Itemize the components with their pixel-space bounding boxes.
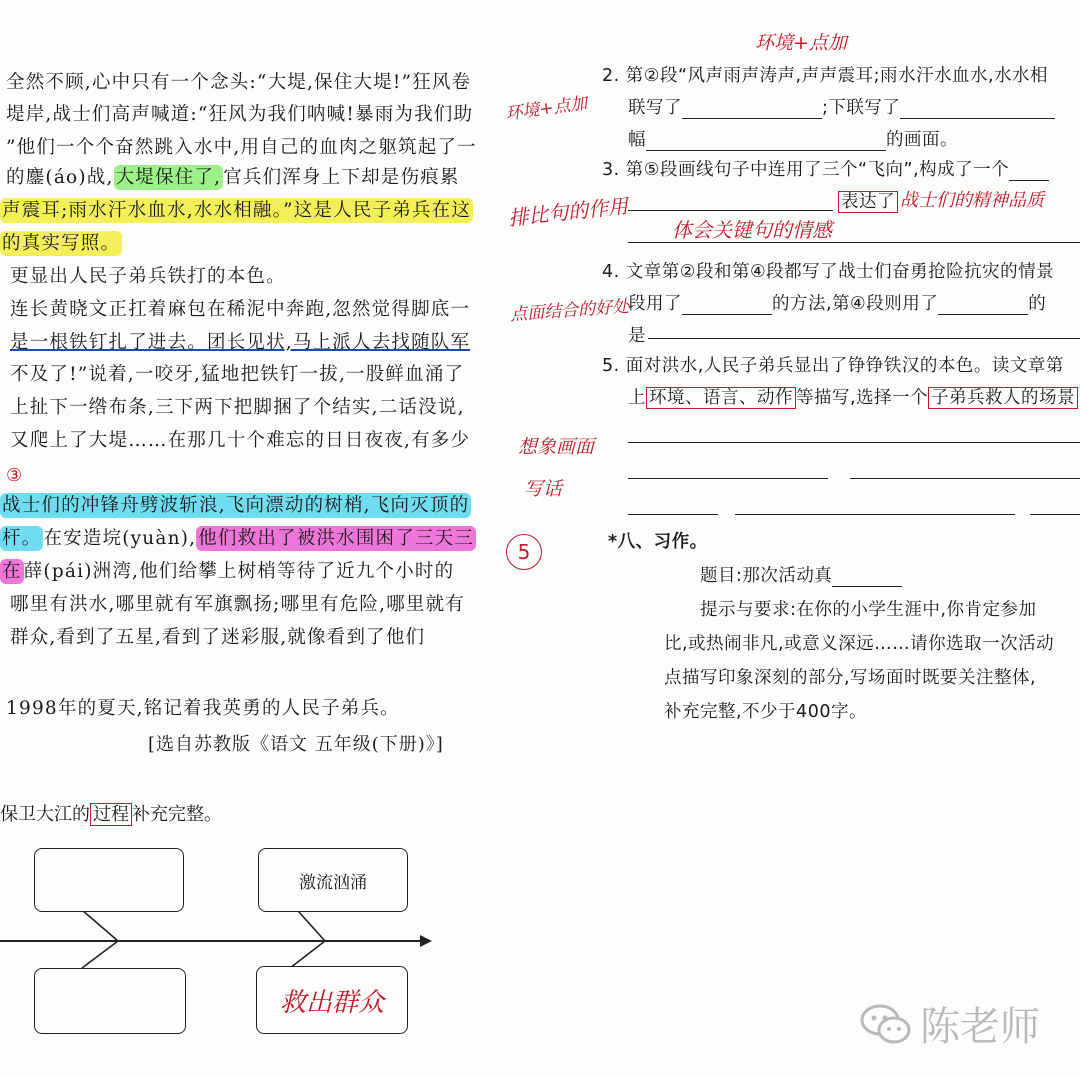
cyan-highlight: 杆。 — [2, 528, 42, 549]
answer-blank[interactable] — [646, 134, 886, 151]
wechat-icon — [860, 1002, 912, 1046]
question-text: 幅 — [628, 130, 646, 150]
passage-text: 在安造垸(yuàn), — [43, 528, 197, 549]
passage-line: 不及了!”说着,一咬牙,猛地把铁钉一拔,一股鲜血涌了 — [10, 364, 465, 385]
essay-hint: 补充完整,不少于400字。 — [664, 702, 867, 722]
fishbone-box-bottom-right[interactable] — [256, 966, 408, 1034]
fishbone-box-empty[interactable] — [34, 968, 186, 1034]
handwritten-note: 体会关键句的情感 — [672, 218, 832, 242]
source-citation: [选自苏教版《语文 五年级(下册)》] — [148, 734, 444, 755]
answer-line[interactable] — [1030, 514, 1080, 515]
handwritten-note: 写话 — [524, 478, 563, 500]
answer-line[interactable] — [850, 478, 1080, 479]
handwritten-note: 想象画面 — [518, 436, 595, 458]
passage-line — [0, 557, 454, 583]
passage-line: 又爬上了大堤……在那几十个难忘的日日夜夜,有多少 — [10, 430, 471, 451]
answer-line[interactable] — [628, 242, 1080, 243]
handwritten-answer: 战士们的精神品质 — [900, 190, 1044, 211]
answer-line[interactable] — [628, 442, 1080, 443]
passage-text: 官兵们浑身上下却是伤痕累 — [223, 167, 460, 188]
handwritten-note: 环境+点加 — [755, 32, 847, 54]
question-text: ;下联写了 — [822, 98, 901, 118]
answer-blank[interactable] — [1009, 164, 1049, 181]
passage-line: ”他们一个个奋然跳入水中,用自己的血肉之躯筑起了一 — [6, 137, 477, 158]
fishbone-box-top-right[interactable] — [258, 848, 408, 912]
yellow-highlight: 的真实写照。 — [2, 233, 121, 254]
question-text: 段用了 — [628, 294, 682, 314]
cyan-highlight: 战士们的冲锋舟劈波斩浪,飞向漂动的树梢,飞向灭顶的 — [2, 495, 470, 516]
answer-line[interactable] — [648, 338, 1080, 339]
topic-text: 题目:那次活动真 — [700, 566, 833, 586]
arrow-head — [420, 935, 432, 947]
question-text: 联写了 — [628, 98, 682, 118]
answer-blank[interactable] — [682, 102, 822, 119]
question-5: 5. 面对洪水,人民子弟兵显出了铮铮铁汉的本色。读文章第 — [602, 356, 1064, 376]
fishbone-box-empty[interactable] — [34, 848, 184, 912]
passage-line: 更显出人民子弟兵铁打的本色。 — [10, 266, 286, 287]
question-text: 的 — [1028, 294, 1047, 314]
fishbone-branch — [290, 941, 325, 968]
circled-question-number: 5 — [506, 534, 542, 570]
question-text: 的方法,第④段则用了 — [772, 294, 939, 314]
boxed-keyword: 子弟兵救人的场景 — [928, 387, 1078, 409]
answer-line[interactable] — [628, 210, 833, 211]
passage-line: 1998年的夏天,铭记着我英勇的人民子弟兵。 — [6, 698, 400, 719]
question-4-line — [628, 290, 1046, 315]
essay-topic — [700, 562, 902, 587]
question-2-line — [628, 126, 958, 151]
answer-line[interactable] — [628, 514, 718, 515]
box-label: 激流汹涌 — [299, 872, 367, 893]
passage-line — [6, 163, 460, 189]
fishbone-branch — [82, 910, 118, 941]
handwritten-note: 环境+点加 — [504, 93, 589, 125]
boxed-keyword: 环境、语言、动作 — [646, 387, 796, 409]
essay-hint: 提示与要求:在你的小学生涯中,你肯定参加 — [700, 600, 1037, 620]
question-4: 4. 文章第②段和第④段都写了战士们奋勇抢险抗灾的情景 — [602, 262, 1055, 282]
pink-highlight: 在 — [2, 561, 22, 582]
section-heading: *八、习作。 — [608, 532, 708, 552]
passage-text: 薛(pái)洲湾,他们给攀上树梢等待了近九个小时的 — [23, 561, 455, 582]
handwritten-note: 点面结合的好处 — [509, 296, 630, 326]
question-text: 3. 第⑤段画线句子中连用了三个“飞向”,构成了一个 — [602, 160, 1010, 180]
question-text: 上 — [628, 388, 646, 408]
watermark-text: 陈老师 — [920, 1004, 1040, 1050]
passage-line — [10, 328, 470, 354]
passage-line — [0, 229, 122, 255]
question-5-line — [628, 384, 1078, 409]
passage-line — [0, 196, 473, 222]
passage-line: 堤岸,战士们高声喊道:“狂风为我们呐喊!暴雨为我们助 — [6, 104, 474, 125]
passage-line: 哪里有洪水,哪里就有军旗飘扬;哪里有危险,哪里就有 — [10, 594, 465, 615]
passage-line: 群众,看到了五星,看到了迷彩服,就像看到了他们 — [10, 627, 426, 648]
passage-line: 连长黄晓文正扛着麻包在稀泥中奔跑,忽然觉得脚底一 — [10, 299, 471, 320]
question-2-line — [628, 94, 1055, 119]
fishbone-branch — [82, 941, 118, 968]
handwritten-note: 排比句的作用 — [507, 193, 630, 231]
passage-line: 上扯下一绺布条,三下两下把脚捆了个结实,二话没说, — [10, 397, 465, 418]
task-text: 补充完整。 — [132, 804, 222, 825]
green-highlight: 大堤保住了, — [115, 167, 222, 188]
answer-blank[interactable] — [938, 298, 1028, 315]
yellow-highlight: 声震耳;雨水汗水血水,水水相融。”这是人民子弟兵在这 — [2, 200, 472, 221]
paragraph-marker: ③ — [6, 465, 23, 486]
boxed-keyword: 表达了 — [838, 191, 898, 213]
answer-blank[interactable] — [682, 298, 772, 315]
passage-line: 全然不顾,心中只有一个念头:“大堤,保住大堤!”狂风卷 — [6, 72, 472, 93]
pink-highlight: 他们救出了被洪水围困了三天三 — [198, 528, 475, 549]
watermark — [860, 995, 1040, 1052]
question-2: 2. 第②段“风声雨声涛声,声声震耳;雨水汗水血水,水水相 — [602, 66, 1049, 86]
task-text: 保卫大江的 — [0, 804, 90, 825]
answer-blank[interactable] — [900, 102, 1055, 119]
essay-hint: 比,或热闹非凡,或意义深远……请你选取一次活动 — [664, 634, 1055, 654]
boxed-keyword: 过程 — [90, 803, 132, 826]
passage-line — [0, 524, 476, 550]
question-3-line — [838, 188, 898, 213]
essay-hint: 点描写印象深刻的部分,写场面时既要关注整体, — [664, 668, 1037, 688]
answer-line[interactable] — [628, 478, 828, 479]
answer-blank[interactable] — [832, 570, 902, 587]
question-3 — [602, 156, 1049, 181]
answer-line[interactable] — [735, 514, 1015, 515]
question-text: 等描写,选择一个 — [796, 388, 929, 408]
task-instruction — [0, 800, 222, 826]
question-4-line: 是 — [628, 326, 646, 346]
handwritten-answer: 救出群众 — [279, 987, 384, 1018]
passage-line — [0, 491, 471, 517]
question-text: 的画面。 — [886, 130, 958, 150]
questions-column — [560, 0, 1080, 1077]
passage-text: 是一根铁钉扎了进去。团长见状,马上派人去找随队军 — [10, 332, 471, 353]
passage-text: 的鏖(áo)战, — [6, 167, 114, 188]
